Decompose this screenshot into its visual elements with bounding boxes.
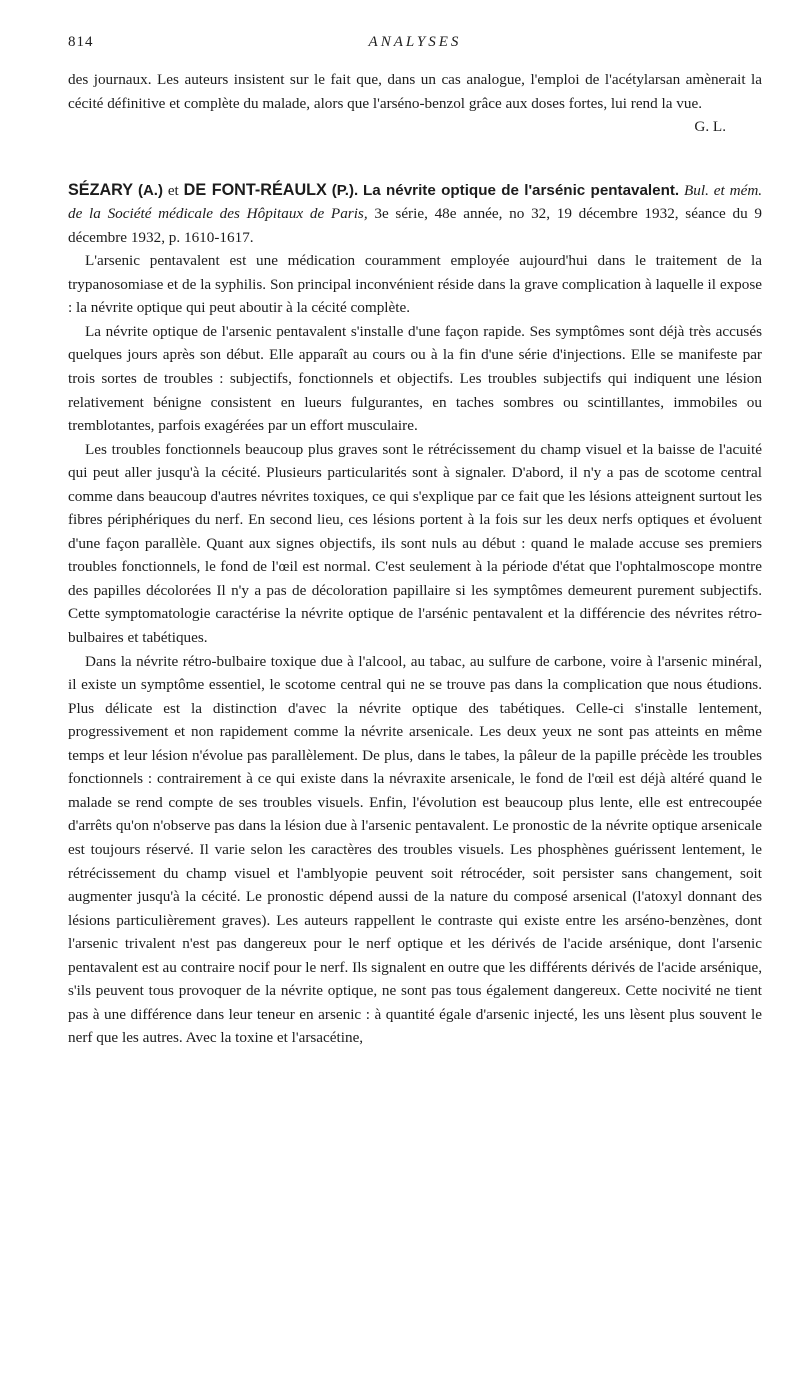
author-1-name: SÉZARY xyxy=(68,180,134,199)
previous-review-text: des journaux. Les auteurs insistent sur le fait que, dans un cas analogue, l'emploi de l'acétylarsan amènerait la cécité définitive et complète du malade, alors que l'arséno-benzol grâce aux doses fortes, lui rend la vue. xyxy=(68,71,762,112)
running-header xyxy=(68,34,762,56)
body-paragraph-2: La névrite optique de l'arsenic pentavalent s'installe d'une façon rapide. Ses symptômes sont déjà très accusés quelques jours après son début. Elle apparaît au cours ou à la fin d'une série d'injections. Elle se manifeste par trois sortes de troubles : subjectifs, fonctionnels et objectifs. Les troubles subjectifs qui indiquent une lésion relativement bénigne consistent en lueurs fulgurantes, en taches sombres ou scintillantes, immobiles ou tremblotantes, parfois exagérées par un effort musculaire. xyxy=(68,322,762,435)
body-paragraph-4: Dans la névrite rétro-bulbaire toxique due à l'alcool, au tabac, au sulfure de carbone, voire à l'arsenic minéral, il existe un symptôme essentiel, le scotome central qui ne se trouve pas dans la complication que nous étudions. Plus délicate est la distinction d'avec la névrite optique des tabétiques. Celle-ci s'installe lentement, progressivement et non rapidement comme la névrite arsenicale. Les deux yeux ne sont pas atteints en même temps et leur lésion n'évolue pas parallèlement. De plus, dans le tabes, la pâleur de la papille précède les troubles fonctionnels : contrairement à ce qui existe dans la névraxite arsenicale, le fond de l'œil est déjà altéré quand le malade se rend compte de ses troubles visuels. Enfin, l'évolution est beaucoup plus lente, elle est entrecoupée d'arrêts qu'on n'observe pas dans la lésion due à l'arsenic pentavalent. Le pronostic de la névrite optique arsenicale est toujours réservé. Il varie selon les caractères des troubles visuels. Les phosphènes guérissent lentement, le rétrécissement du champ visuel et l'amblyopie peuvent soit rétrocéder, soit persister sans changement, soit augmenter jusqu'à la cécité. Le pronostic dépend aussi de la nature du composé arsenical (l'atoxyl donnant des lésions particulièrement graves). Les auteurs rappellent le contraste qui existe entre les arséno-benzènes, dont l'arsenic trivalent n'est pas dangereux pour le nerf optique et les dérivés de l'acide arsénique, dont l'arsenic pentavalent est au contraire nocif pour le nerf. Ils signalent en outre que les différents dérivés de l'acide arsénique, s'ils peuvent tous provoquer de la névrite optique, ne sont pas tous également dangereux. Cette nocivité ne tient pas à une différence dans leur teneur en arsenic : à quantité égale d'arsenic injecté, les uns lèsent plus souvent le nerf que les autres. Avec la toxine et l'arsacétine, xyxy=(68,652,762,1047)
author-2-name: DE FONT-RÉAULX xyxy=(183,180,327,199)
article-body xyxy=(68,68,762,1050)
article-citation: SÉZARY (A.) et DE FONT-RÉAULX (P.). La névrite optique de l'arsénic pentavalent. Bul. et mém. de la Société médicale des Hôpitaux de Paris, 3e série, 48e année, no 32, 19 décembre 1932, séance du 9 décembre 1932, p. 1610-1617. xyxy=(68,180,763,246)
author-2-initial: P. xyxy=(336,181,349,199)
document-page xyxy=(68,34,762,1050)
publication-details: 3e série, 48e année, no 32, 19 décembre 1932, séance du 9 décembre 1932, p. 1610-1617. xyxy=(68,205,762,246)
author-1-initial: A. xyxy=(142,181,158,199)
previous-review-end xyxy=(68,68,762,136)
reviewer-signature: G. L. xyxy=(694,118,726,136)
running-title: ANALYSES xyxy=(368,34,462,50)
body-paragraph-3: Les troubles fonctionnels beaucoup plus graves sont le rétrécissement du champ visuel et la baisse de l'acuité qui peut aller jusqu'à la cécité. Plusieurs particularités sont à signaler. D'abord, il n'y a pas de scotome central comme dans beaucoup d'autres névrites toxiques, ce qui s'explique par ce fait que les lésions atteignent surtout les fibres périphériques du nerf. En second lieu, ces lésions portent à la fois sur les deux nerfs optiques et évoluent d'une façon parallèle. Quant aux signes objectifs, ils sont nuls au début : quand le malade accuse ses premiers troubles fonctionnels, le fond de l'œil est normal. C'est seulement à la période d'état que l'ophtalmoscope montre des papilles décolorées Il n'y a pas de décoloration papillaire si les symptômes demeurent purement subjectifs. Cette symptomatologie caractérise la névrite optique de l'arsénic pentavalent et la différencie des névrites rétro-bulbaires et tabétiques. xyxy=(68,440,762,647)
author-connector: et xyxy=(167,181,179,199)
body-paragraph-1: L'arsenic pentavalent est une médication couramment employée aujourd'hui dans le traitement de la trypanosomiase et de la syphilis. Son principal inconvénient réside dans la grave complication à laquelle il expose : la névrite optique qui peut aboutir à la cécité complète. xyxy=(68,252,762,317)
journal-name: Bul. et mém. de la Société médicale des Hôpitaux de Paris, xyxy=(68,181,763,223)
article-title: La névrite optique de l'arsénic pentavalent. xyxy=(363,181,680,199)
page-number: 814 xyxy=(68,34,94,50)
